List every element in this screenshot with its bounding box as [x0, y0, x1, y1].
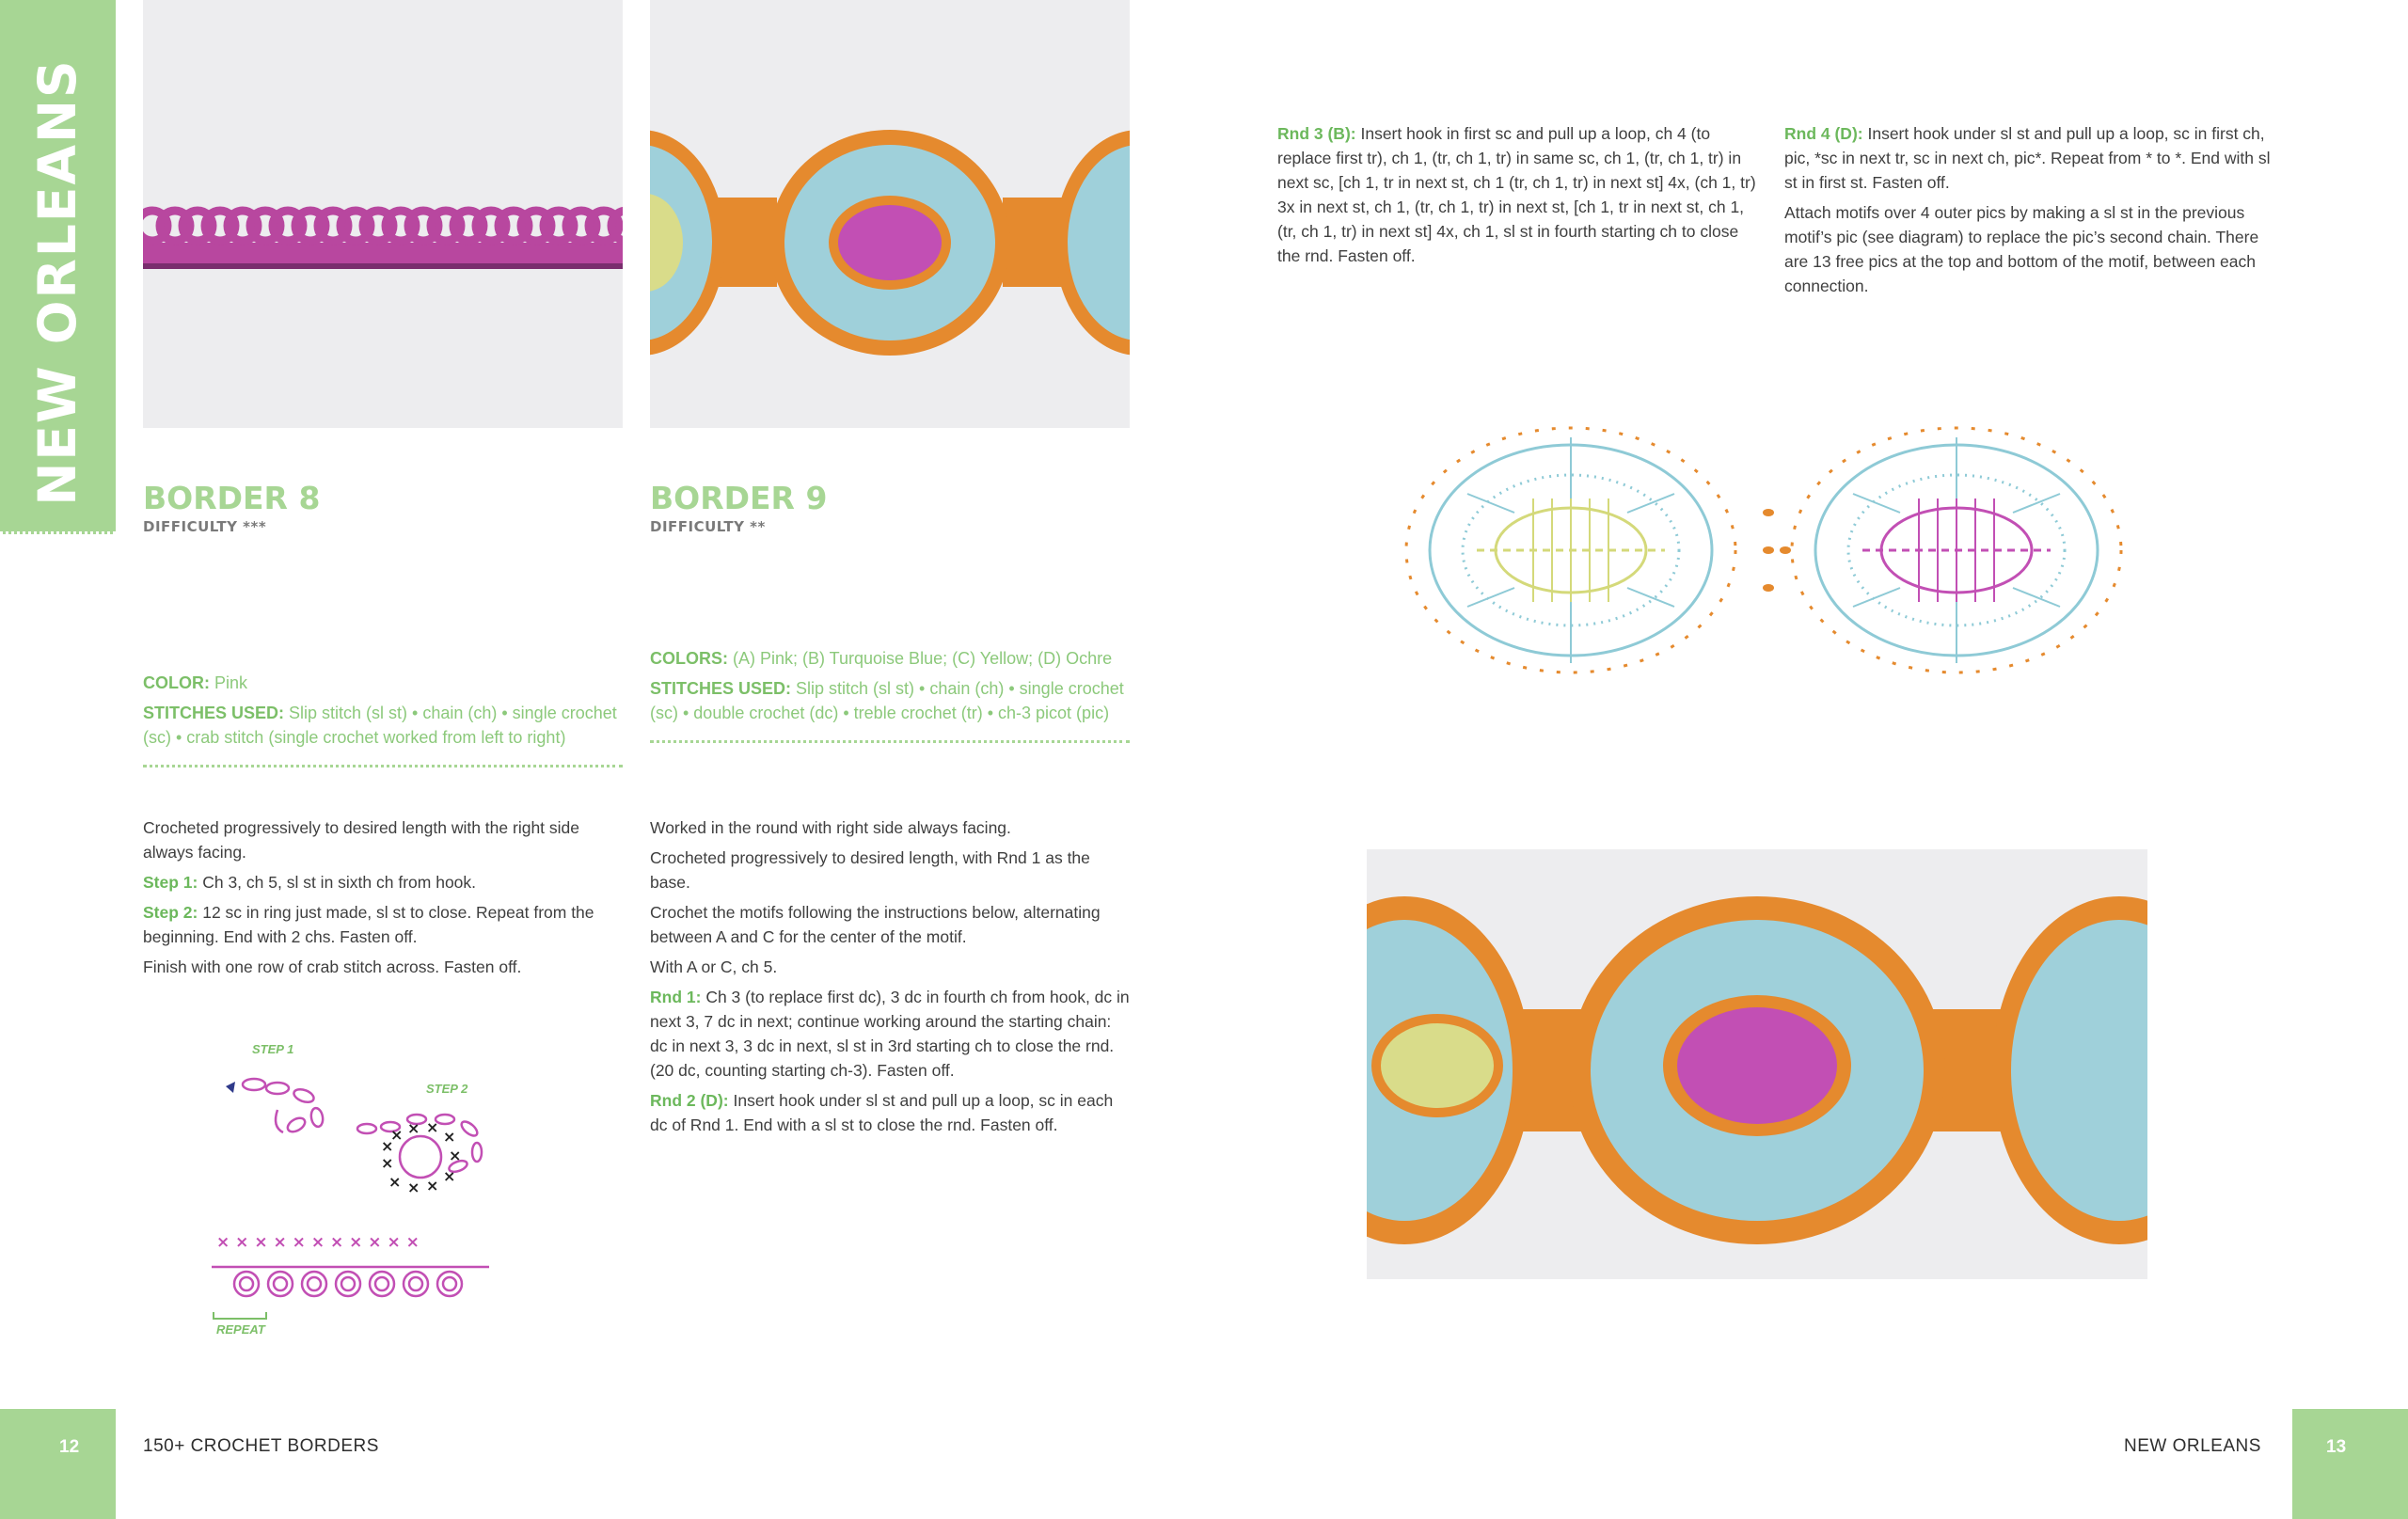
- border8-title: BORDER 8: [143, 480, 321, 516]
- left-running-title: 150+ CROCHET BORDERS: [143, 1436, 379, 1456]
- rnd4-label: Rnd 4 (D):: [1784, 124, 1863, 143]
- rnd1-text: Ch 3 (to replace first dc), 3 dc in fourth ch from hook, dc in next 3, 7 dc in next; continue working around the starting chain: dc in next 3, 3 dc in next, sl st in 3rd starting ch to close the rnd. (20 dc, counting starting ch-3). Fasten off.: [650, 988, 1130, 1080]
- border9-rnd1: [650, 985, 1130, 1083]
- svg-text:×: ×: [443, 1128, 456, 1146]
- border9-stitches-line: [650, 676, 1130, 725]
- border8-photo: [143, 0, 623, 428]
- step1-text: Ch 3, ch 5, sl st in sixth ch from hook.: [198, 873, 477, 892]
- stitches-value: Slip stitch (sl st) • chain (ch) • single crochet (sc) • crab stitch (single crochet worked from left to right): [143, 704, 617, 747]
- border9-para4: With A or C, ch 5.: [650, 957, 778, 976]
- rnd2-label: Rnd 2 (D):: [650, 1091, 729, 1110]
- border9-para3: Crochet the motifs following the instructions below, alternating between A and C for the center of the motif.: [650, 903, 1101, 946]
- rnd3-label: Rnd 3 (B):: [1277, 124, 1356, 143]
- rnd2-text: Insert hook under sl st and pull up a loop, sc in each dc of Rnd 1. End with a sl st to close the rnd. Fasten off.: [650, 1091, 1114, 1134]
- right-page-number-box: [2292, 1409, 2408, 1519]
- step1-diagram-label: STEP 1: [252, 1042, 294, 1056]
- right-page-number: 13: [2326, 1437, 2347, 1457]
- svg-text:×: ×: [390, 1126, 404, 1144]
- border9-large-photo: [1367, 849, 2147, 1279]
- step2-label: Step 2:: [143, 903, 198, 922]
- border8-stitch-diagram: [202, 1035, 541, 1345]
- border9-specs: [650, 646, 1130, 743]
- border8-specs: [143, 671, 623, 767]
- left-page-number: 12: [59, 1437, 80, 1457]
- chapter-tab-label: NEW ORLEANS: [27, 58, 87, 506]
- border8-difficulty: DIFFICULTY ***: [143, 518, 267, 535]
- border9-rnd3: [1277, 121, 1757, 268]
- border9-title: BORDER 9: [650, 480, 828, 516]
- stitches-label: STITCHES USED:: [650, 679, 792, 698]
- border9-rnd2: [650, 1088, 1130, 1137]
- border9-para1: Worked in the round with right side always facing.: [650, 818, 1011, 837]
- border9-stitch-diagram: [1373, 381, 2173, 729]
- border8-step1: [143, 870, 623, 894]
- border8-stitches-line: [143, 701, 623, 750]
- svg-text:×: ×: [449, 1147, 462, 1164]
- rnd3-text: Insert hook in first sc and pull up a loop, ch 4 (to replace first tr), ch 1, (tr, ch 1, tr) in same sc, ch 1, (tr, ch 1, tr) in next sc, [ch 1, tr in next st, ch 1 (tr, ch 1, tr) in next st] 4x, (ch 1, tr) 3x in next st, ch 1, (tr, ch 1, tr) in next st, [ch 1, tr in next st, ch 1, (tr, ch 1, tr) in next st] 4x, ch 1, sl st in fourth starting ch to close the rnd. Fasten off.: [1277, 124, 1756, 265]
- svg-text:×: ×: [426, 1177, 439, 1195]
- border8-step2: [143, 900, 623, 949]
- left-page-number-box: [0, 1409, 116, 1519]
- step2-text: 12 sc in ring just made, sl st to close. Repeat from the beginning. End with 2 chs. Fasten off.: [143, 903, 594, 946]
- color-value: Pink: [210, 673, 248, 692]
- border8-instructions: [143, 815, 623, 985]
- start-arrow-icon: [226, 1082, 235, 1093]
- svg-text:×: ×: [407, 1119, 420, 1137]
- svg-text:×: ×: [426, 1118, 439, 1136]
- svg-text:× × × × × × × × × × ×: × × × × × × × × × × ×: [216, 1233, 420, 1252]
- border9-photo: [650, 0, 1130, 428]
- border9-para2: Crocheted progressively to desired length, with Rnd 1 as the base.: [650, 848, 1090, 892]
- border9-rnd4-column: [1784, 121, 2273, 304]
- rnd1-label: Rnd 1:: [650, 988, 702, 1006]
- svg-text:×: ×: [381, 1137, 394, 1155]
- repeat-diagram-label: REPEAT: [216, 1322, 265, 1337]
- border9-colors-line: [650, 646, 1130, 671]
- stitches-label: STITCHES USED:: [143, 704, 285, 722]
- color-label: COLOR:: [143, 673, 210, 692]
- border8-finish: Finish with one row of crab stitch across. Fasten off.: [143, 957, 522, 976]
- border9-attach: Attach motifs over 4 outer pics by making a sl st in the previous motif’s pic (see diagram) to replace the pic’s second chain. There are 13 free pics at the top and bottom of the motif, between each connection.: [1784, 203, 2259, 295]
- chapter-side-tab: [0, 0, 116, 534]
- border9-rnd3-column: [1277, 121, 1757, 274]
- stitches-value: Slip stitch (sl st) • chain (ch) • single crochet (sc) • double crochet (dc) • treble crochet (tr) • ch-3 picot (pic): [650, 679, 1124, 722]
- svg-text:×: ×: [407, 1179, 420, 1196]
- border9-instructions: [650, 815, 1130, 1143]
- border9-difficulty: DIFFICULTY **: [650, 518, 766, 535]
- step2-diagram-label: STEP 2: [426, 1082, 468, 1096]
- svg-text:×: ×: [443, 1167, 456, 1185]
- step1-label: Step 1:: [143, 873, 198, 892]
- border8-intro: Crocheted progressively to desired length with the right side always facing.: [143, 818, 579, 862]
- rnd4-text: Insert hook under sl st and pull up a loop, sc in first ch, pic, *sc in next tr, sc in next ch, pic*. Repeat from * to *. End with sl st in first st. Fasten off.: [1784, 124, 2271, 192]
- svg-text:×: ×: [381, 1154, 394, 1172]
- svg-text:×: ×: [388, 1173, 402, 1191]
- colors-value: (A) Pink; (B) Turquoise Blue; (C) Yellow; (D) Ochre: [728, 649, 1113, 668]
- right-running-title: NEW ORLEANS: [2124, 1436, 2261, 1456]
- border8-color-line: [143, 671, 623, 695]
- border9-rnd4: [1784, 121, 2273, 195]
- colors-label: COLORS:: [650, 649, 728, 668]
